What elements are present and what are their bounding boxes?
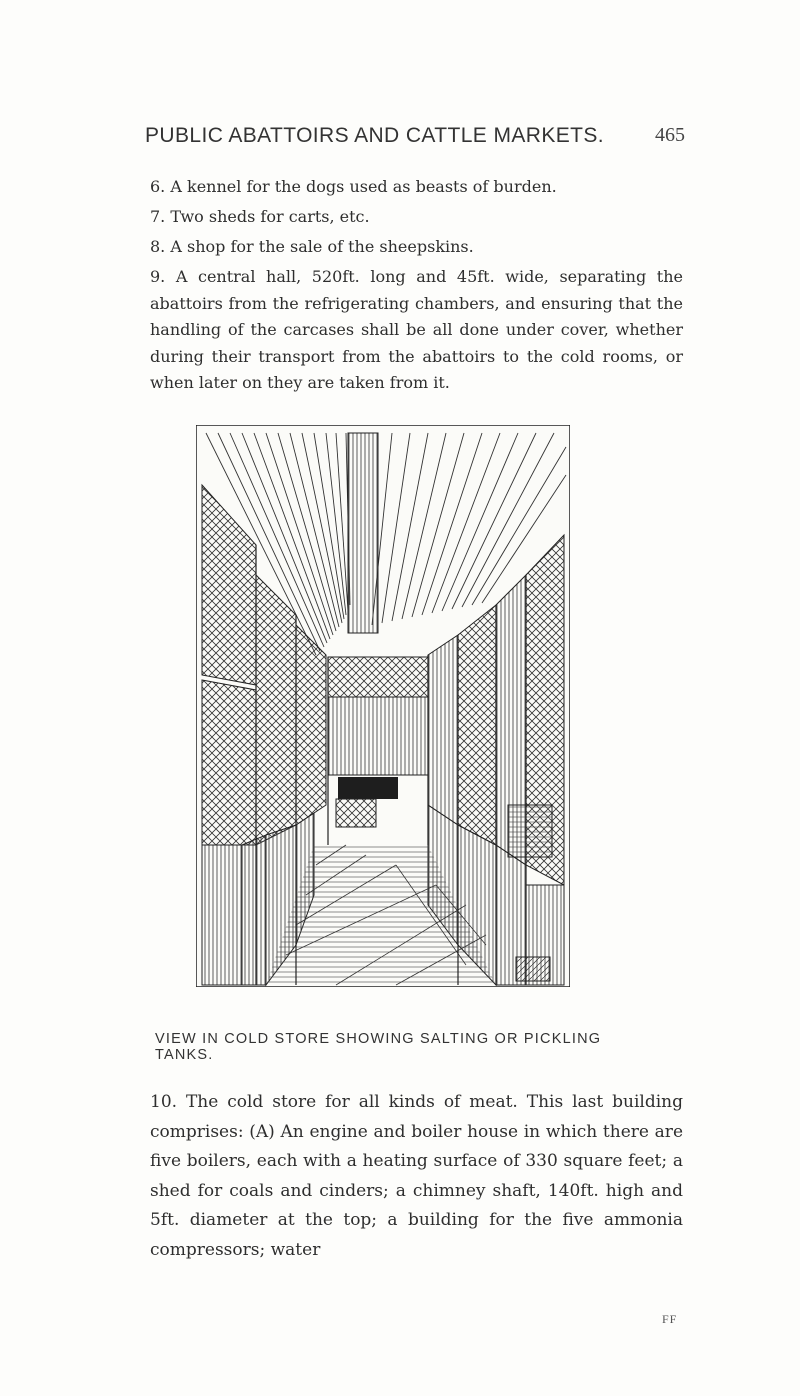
signature-mark: FF: [662, 1312, 678, 1326]
item-text: A shop for the sale of the sheepskins.: [170, 237, 474, 256]
item-number: 6.: [150, 177, 166, 196]
list-item-7: [150, 204, 683, 231]
cold-store-illustration: [196, 425, 570, 987]
item-number: 7.: [150, 207, 166, 226]
item-number: 9.: [150, 267, 166, 286]
running-head: [145, 124, 685, 148]
page-number: 465: [655, 124, 685, 146]
figure-caption: VIEW IN COLD STORE SHOWING SALTING OR PICKLING TANKS.: [155, 1031, 602, 1063]
list-item-6: [150, 174, 683, 201]
list-item-8: [150, 234, 683, 261]
item-text: A kennel for the dogs used as beasts of burden.: [170, 177, 557, 196]
item-text: A central hall, 520ft. long and 45ft. wide, separating the abattoirs from the refrigerating chambers, and ensuring that the handling of the carcases shall be all done under cover, whether during their transport from the abattoirs to the cold rooms, or when later on they are taken from it.: [150, 267, 684, 393]
list-item-10: [150, 1088, 683, 1266]
running-title: PUBLIC ABATTOIRS AND CATTLE MARKETS.: [145, 124, 604, 147]
item-number: 10.: [150, 1092, 178, 1112]
item-number: 8.: [150, 237, 166, 256]
item-text: Two sheds for carts, etc.: [170, 207, 370, 226]
list-item-9: [150, 264, 683, 397]
item-text: The cold store for all kinds of meat. This last building comprises: (A) An engine and boiler house in which there are five boilers, each with a heating surface of 330 square feet; a shed for coals and cinders; a chimney shaft, 140ft. high and 5ft. diameter at the top; a building for the five ammonia compressors; water: [150, 1092, 684, 1260]
